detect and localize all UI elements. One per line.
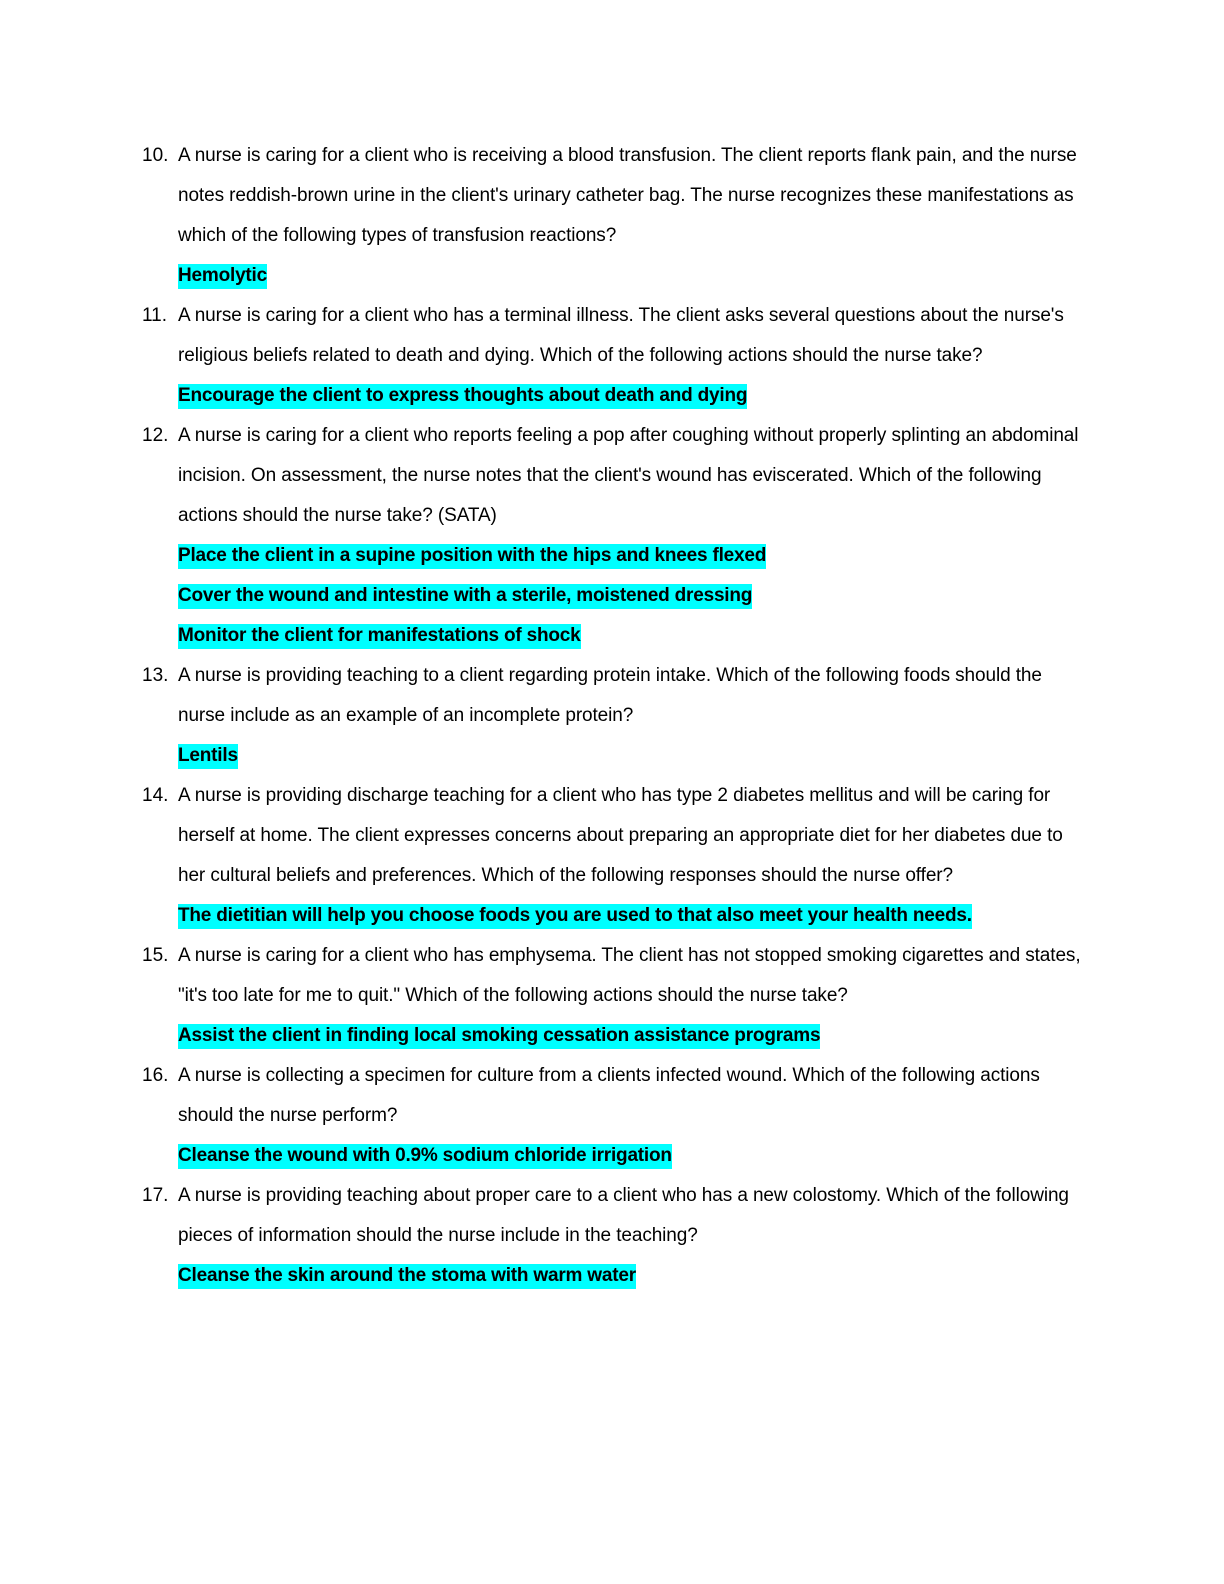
question-item — [142, 936, 1082, 1056]
question-item — [142, 416, 1082, 656]
question-number: 11. — [142, 305, 168, 326]
question-text: A nurse is caring for a client who is receiving a blood transfusion. The client reports flank pain, and the nurse notes reddish-brown urine in the client's urinary catheter bag. The nurse recognizes these manifestations as which of the following types of transfusion reactions? — [178, 145, 1077, 246]
question-item — [142, 656, 1082, 776]
question-number: 10. — [142, 145, 169, 166]
question-number: 14. — [142, 785, 169, 806]
question-number: 13. — [142, 665, 169, 686]
question-number: 15. — [142, 945, 169, 966]
answer-highlight: Monitor the client for manifestations of shock — [178, 624, 581, 649]
question-number: 16. — [142, 1065, 169, 1086]
question-number: 17. — [142, 1185, 169, 1206]
answer-highlight: Encourage the client to express thoughts about death and dying — [178, 384, 747, 409]
question-item — [142, 776, 1082, 936]
answer-highlight: Assist the client in finding local smoking cessation assistance programs — [178, 1024, 820, 1049]
answer-highlight: Hemolytic — [178, 264, 267, 289]
question-item — [142, 1176, 1082, 1296]
answer-highlight: Cover the wound and intestine with a sterile, moistened dressing — [178, 584, 752, 609]
question-text: A nurse is providing teaching to a client regarding protein intake. Which of the following foods should the nurse include as an example of an incomplete protein? — [178, 665, 1042, 726]
question-item — [142, 296, 1082, 416]
question-text: A nurse is providing discharge teaching for a client who has type 2 diabetes mellitus and will be caring for herself at home. The client expresses concerns about preparing an appropriate diet for her diabetes due to her cultural beliefs and preferences. Which of the following responses should the nurse offer? — [178, 785, 1063, 886]
question-text: A nurse is providing teaching about proper care to a client who has a new colostomy. Which of the following pieces of information should the nurse include in the teaching? — [178, 1185, 1069, 1246]
question-text: A nurse is caring for a client who has emphysema. The client has not stopped smoking cigarettes and states, "it's too late for me to quit." Which of the following actions should the nurse take? — [178, 945, 1081, 1006]
question-item — [142, 136, 1082, 296]
question-text: A nurse is collecting a specimen for culture from a clients infected wound. Which of the following actions should the nurse perform? — [178, 1065, 1040, 1126]
answer-highlight: The dietitian will help you choose foods you are used to that also meet your health needs. — [178, 904, 972, 929]
question-item — [142, 1056, 1082, 1176]
answer-highlight: Place the client in a supine position with the hips and knees flexed — [178, 544, 766, 569]
question-text: A nurse is caring for a client who reports feeling a pop after coughing without properly splinting an abdominal incision. On assessment, the nurse notes that the client's wound has eviscerated. Which of the following actions should the nurse take? (SATA) — [178, 425, 1079, 526]
question-text: A nurse is caring for a client who has a terminal illness. The client asks several questions about the nurse's religious beliefs related to death and dying. Which of the following actions should the nurse take? — [178, 305, 1064, 366]
answer-highlight: Lentils — [178, 744, 238, 769]
answer-highlight: Cleanse the skin around the stoma with warm water — [178, 1264, 636, 1289]
question-list — [142, 136, 1082, 1296]
answer-highlight: Cleanse the wound with 0.9% sodium chloride irrigation — [178, 1144, 672, 1169]
question-number: 12. — [142, 425, 169, 446]
